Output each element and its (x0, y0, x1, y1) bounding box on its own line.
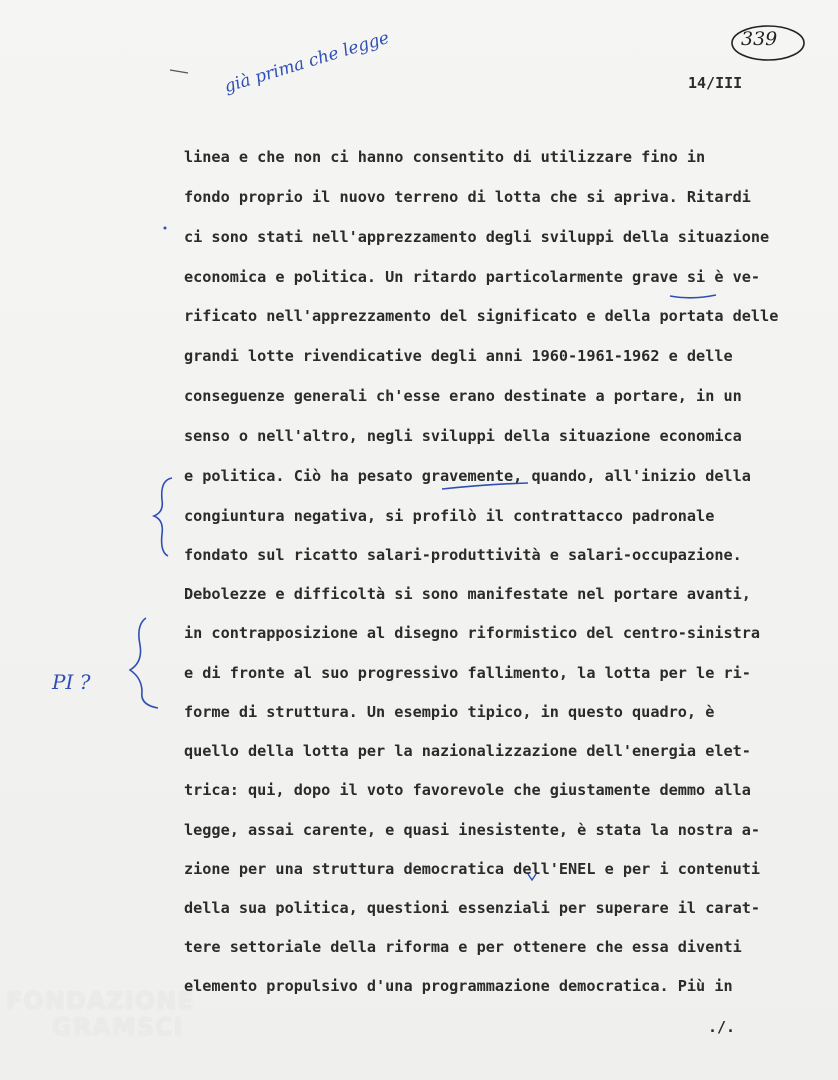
margin-note-left: PI ? (52, 670, 91, 694)
body-line: legge, assai carente, e quasi inesistente, è stata la nostra a- (184, 821, 761, 839)
continuation-mark: ./. (708, 1018, 736, 1036)
body-line: trica: qui, dopo il voto favorevole che giustamente demmo alla (184, 781, 751, 799)
underline-grave (670, 295, 716, 298)
body-line: Debolezze e difficoltà si sono manifestate nel portare avanti, (184, 585, 751, 603)
ink-dot (164, 227, 167, 230)
body-line: congiuntura negativa, si profilò il contrattacco padronale (184, 507, 715, 525)
body-line: senso o nell'altro, negli sviluppi della situazione economica (184, 427, 742, 445)
page-number: 339 (741, 28, 778, 50)
body-line: tere settoriale della riforma e per ottenere che essa diventi (184, 938, 742, 956)
margin-note-top: già prima che legge (222, 27, 392, 98)
margin-brace-2 (130, 618, 158, 708)
body-line: zione per una struttura democratica dell'ENEL e per i contenuti (184, 860, 761, 878)
body-line: quello della lotta per la nazionalizzazione dell'energia elet- (184, 742, 751, 760)
body-line: elemento propulsivo d'una programmazione democratica. Più in (184, 977, 733, 995)
body-line: ci sono stati nell'apprezzamento degli sviluppi della situazione (184, 228, 770, 246)
body-line: grandi lotte rivendicative degli anni 1960-1961-1962 e delle (184, 347, 733, 365)
body-line: e politica. Ciò ha pesato gravemente, quando, all'inizio della (184, 467, 751, 485)
body-line: fondo proprio il nuovo terreno di lotta che si apriva. Ritardi (184, 188, 751, 206)
body-line: in contrapposizione al disegno riformistico del centro-sinistra (184, 624, 761, 642)
body-line: linea e che non ci hanno consentito di utilizzare fino in (184, 148, 706, 166)
watermark-logo (6, 988, 195, 1040)
margin-brace-1 (154, 478, 172, 556)
body-line: della sua politica, questioni essenziali per superare il carat- (184, 899, 761, 917)
body-line: conseguenze generali ch'esse erano destinate a portare, in un (184, 387, 742, 405)
body-line: fondato sul ricatto salari-produttività e salari-occupazione. (184, 546, 742, 564)
pencil-dash (170, 70, 188, 73)
body-line: rificato nell'apprezzamento del significato e della portata delle (184, 307, 779, 325)
watermark-line-2: GRAMSCI (52, 1013, 184, 1041)
body-line: e di fronte al suo progressivo fallimento, la lotta per le ri- (184, 664, 751, 682)
body-line: economica e politica. Un ritardo particolarmente grave si è ve- (184, 268, 761, 286)
page-reference: 14/III (688, 74, 743, 92)
body-line: forme di struttura. Un esempio tipico, in questo quadro, è (184, 703, 715, 721)
watermark-line-1: FONDAZIONE (6, 987, 195, 1015)
